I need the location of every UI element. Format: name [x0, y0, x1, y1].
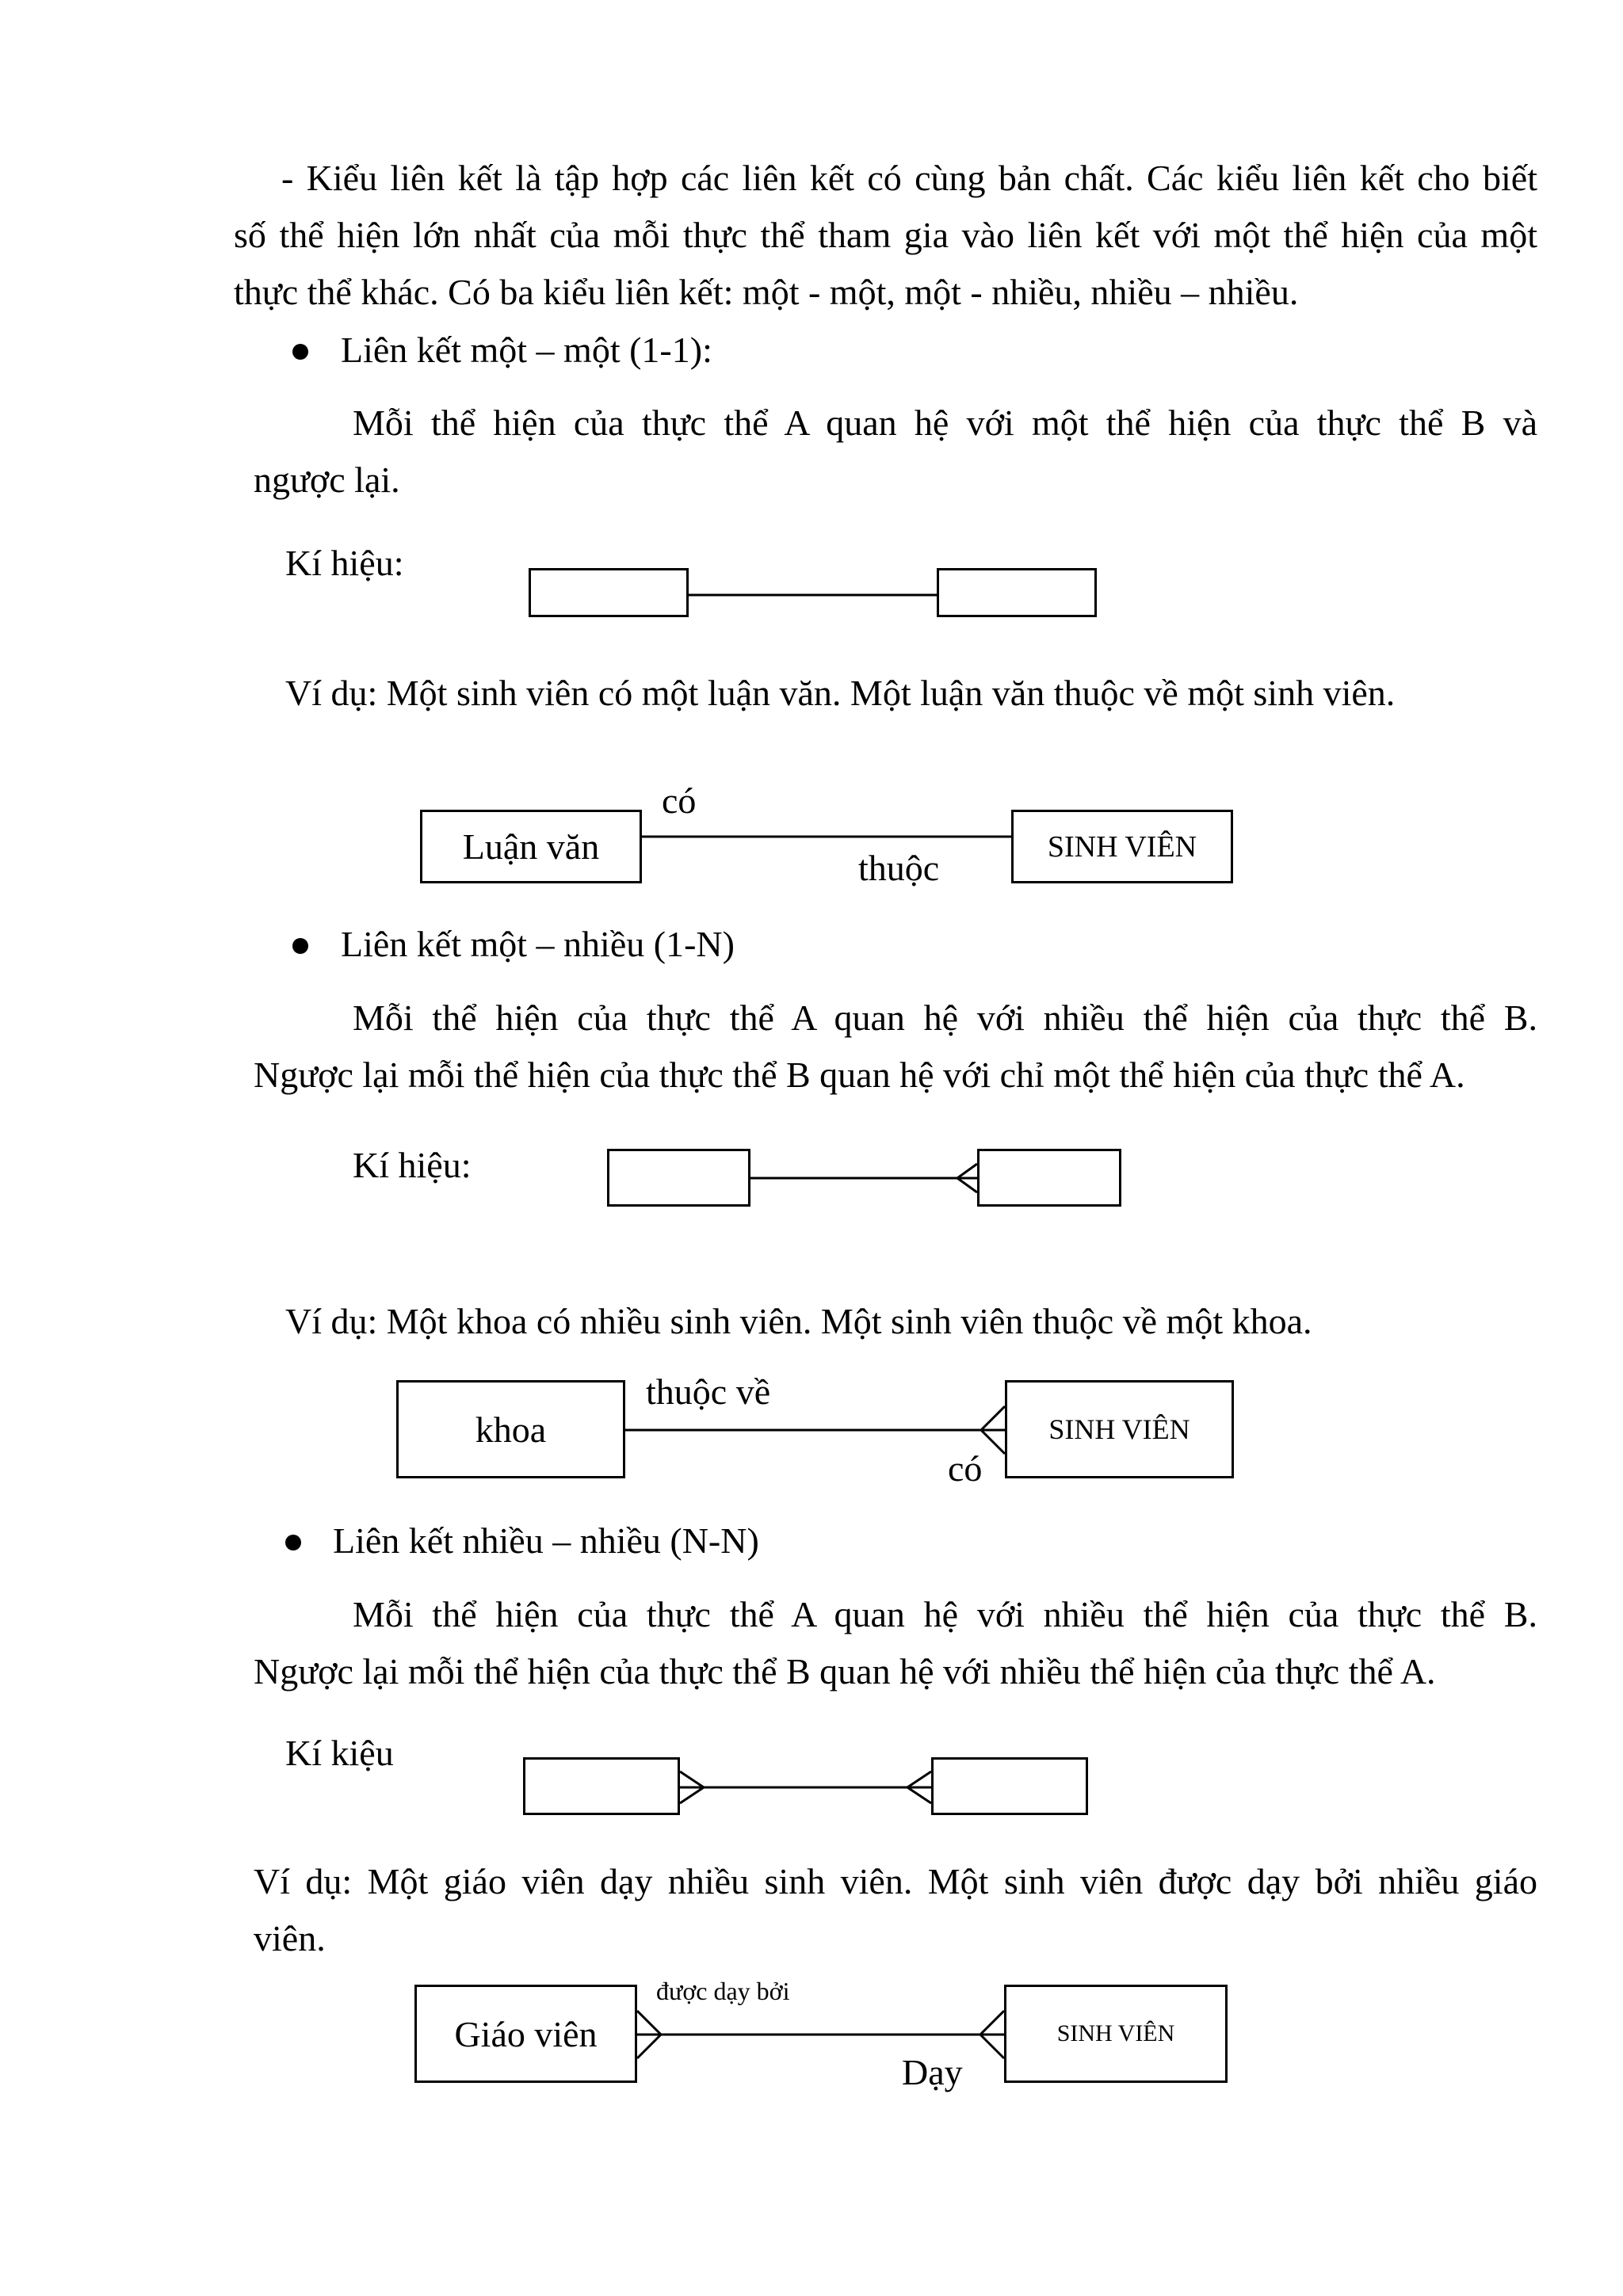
many-to-many-desc-line-1: Mỗi thể hiện của thực thể A quan hệ với nhiều thể hiện của thực thể B. — [353, 1594, 1537, 1634]
entity-giao-vien-label: Giáo viên — [454, 2013, 598, 2054]
entity-sinh-vien-1-label: SINH VIÊN — [1047, 830, 1197, 864]
relationship-label-co: có — [662, 780, 697, 821]
one-to-many-example: Ví dụ: Một khoa có nhiều sinh viên. Một sinh viên thuộc về một khoa. — [285, 1301, 1312, 1341]
many-to-many-desc-line-2: Ngược lại mỗi thể hiện của thực thể B quan hệ với nhiều thể hiện của thực thể A. — [254, 1651, 1436, 1691]
relationship-label-thuoc-ve: thuộc về — [646, 1371, 771, 1412]
many-to-many-example-line-2: viên. — [254, 1918, 326, 1958]
one-to-many-symbol-label: Kí hiệu: — [353, 1145, 472, 1185]
one-to-one-symbol-label: Kí hiệu: — [285, 543, 404, 583]
relationship-label-co-2: có — [948, 1448, 983, 1489]
intro-line-2: số thể hiện lớn nhất của mỗi thực thể tham gia vào liên kết với một thể hiện của một — [234, 215, 1537, 255]
intro-line-3: thực thể khác. Có ba kiểu liên kết: một - một, một - nhiều, nhiều – nhiều. — [234, 272, 1299, 312]
heading-many-to-many: Liên kết nhiều – nhiều (N-N) — [333, 1520, 759, 1561]
entity-khoa-label: khoa — [475, 1409, 547, 1450]
one-to-one-desc-line-2: ngược lại. — [254, 460, 400, 500]
intro-line-1: - Kiểu liên kết là tập hợp các liên kết có cùng bản chất. Các kiểu liên kết cho biết — [281, 158, 1537, 198]
one-to-one-desc-line-1: Mỗi thể hiện của thực thể A quan hệ với một thể hiện của thực thể B và — [353, 402, 1537, 443]
entity-luan-van-label: Luận văn — [462, 826, 600, 867]
heading-one-to-many: Liên kết một – nhiều (1-N) — [341, 924, 735, 964]
one-to-one-example: Ví dụ: Một sinh viên có một luận văn. Một luận văn thuộc về một sinh viên. — [285, 673, 1396, 713]
one-to-many-desc-line-2: Ngược lại mỗi thể hiện của thực thể B quan hệ với chỉ một thể hiện của thực thể A. — [254, 1055, 1465, 1095]
heading-one-to-one: Liên kết một – một (1-1): — [341, 330, 712, 370]
entity-sinh-vien-2-label: SINH VIÊN — [1048, 1413, 1190, 1445]
entity-sinh-vien-3-label: SINH VIÊN — [1056, 2020, 1175, 2046]
many-to-many-example-line-1: Ví dụ: Một giáo viên dạy nhiều sinh viên. Một sinh viên được dạy bởi nhiều giáo — [254, 1861, 1537, 1901]
relationship-label-thuoc: thuộc — [858, 848, 940, 888]
one-to-many-desc-line-1: Mỗi thể hiện của thực thể A quan hệ với nhiều thể hiện của thực thể B. — [353, 997, 1537, 1038]
relationship-label-day: Dạy — [902, 2052, 963, 2092]
relationship-label-duoc-day-boi: được dạy bởi — [656, 1977, 790, 2005]
many-to-many-symbol-label: Kí kiệu — [285, 1733, 394, 1773]
